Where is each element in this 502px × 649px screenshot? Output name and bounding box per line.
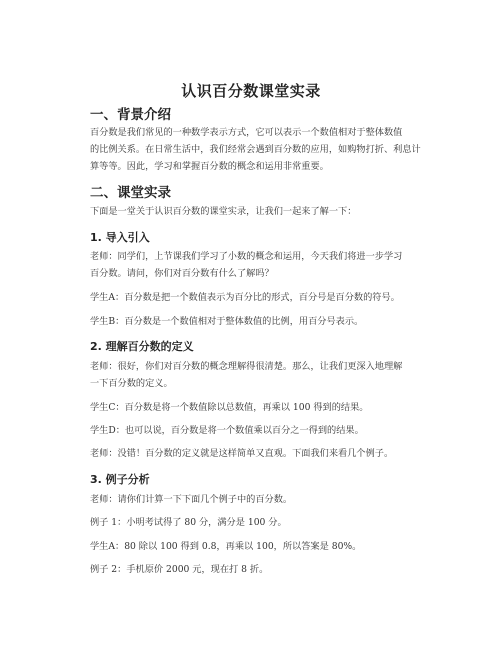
example-1: 例子 1：小明考试得了 80 分，满分是 100 分。 [90, 517, 287, 528]
student-a-answer-2: 学生A：80 除以 100 得到 0.8，再乘以 100，所以答案是 80%。 [90, 541, 362, 552]
document-title: 认识百分数课堂实录 [181, 82, 321, 100]
paragraph-line: 一下百分数的定义。 [90, 378, 173, 389]
teacher-remark-3: 老师：没错！百分数的定义就是这样简单又直观。下面我们来看几个例子。 [90, 448, 394, 459]
example-2: 例子 2：手机原价 2000 元，现在打 8 折。 [90, 564, 269, 575]
teacher-remark-4: 老师：请你们计算一下下面几个例子中的百分数。 [90, 494, 293, 505]
teacher-remark-1 [90, 248, 412, 282]
subheading-examples: 3. 例子分析 [90, 473, 150, 486]
paragraph-line: 百分数是我们常见的一种数学表示方式，它可以表示一个数值相对于整体数值 [90, 127, 403, 138]
section-heading-background: 一、背景介绍 [90, 107, 171, 123]
paragraph-line: 老师：很好，你们对百分数的概念理解得很清楚。那么，让我们更深入地理解 [90, 361, 403, 372]
student-b-answer: 学生B：百分数是一个数值相对于整体数值的比例，用百分号表示。 [90, 316, 364, 327]
paragraph-line: 的比例关系。在日常生活中，我们经常会遇到百分数的应用，如购物打折、利息计 [90, 144, 421, 155]
student-d-answer: 学生D：也可以说，百分数是将一个数值乘以百分之一得到的结果。 [90, 425, 364, 436]
background-paragraph [90, 124, 421, 175]
classroom-intro: 下面是一堂关于认识百分数的课堂实录，让我们一起来了解一下： [90, 206, 357, 217]
student-c-answer: 学生C：百分数是将一个数值除以总数值，再乘以 100 得到的结果。 [90, 402, 369, 413]
subheading-definition: 2. 理解百分数的定义 [90, 340, 194, 353]
teacher-remark-2 [90, 358, 412, 392]
paragraph-line: 算等等。因此，学习和掌握百分数的概念和运用非常重要。 [90, 161, 329, 172]
paragraph-line: 百分数。请问，你们对百分数有什么了解吗？ [90, 268, 274, 279]
subheading-introduction: 1. 导入引入 [90, 231, 150, 244]
student-a-answer-1: 学生A：百分数是把一个数值表示为百分比的形式，百分号是百分数的符号。 [90, 292, 400, 303]
paragraph-line: 老师：同学们，上节课我们学习了小数的概念和运用，今天我们将进一步学习 [90, 251, 403, 262]
section-heading-classroom: 二、课堂实录 [90, 185, 171, 201]
